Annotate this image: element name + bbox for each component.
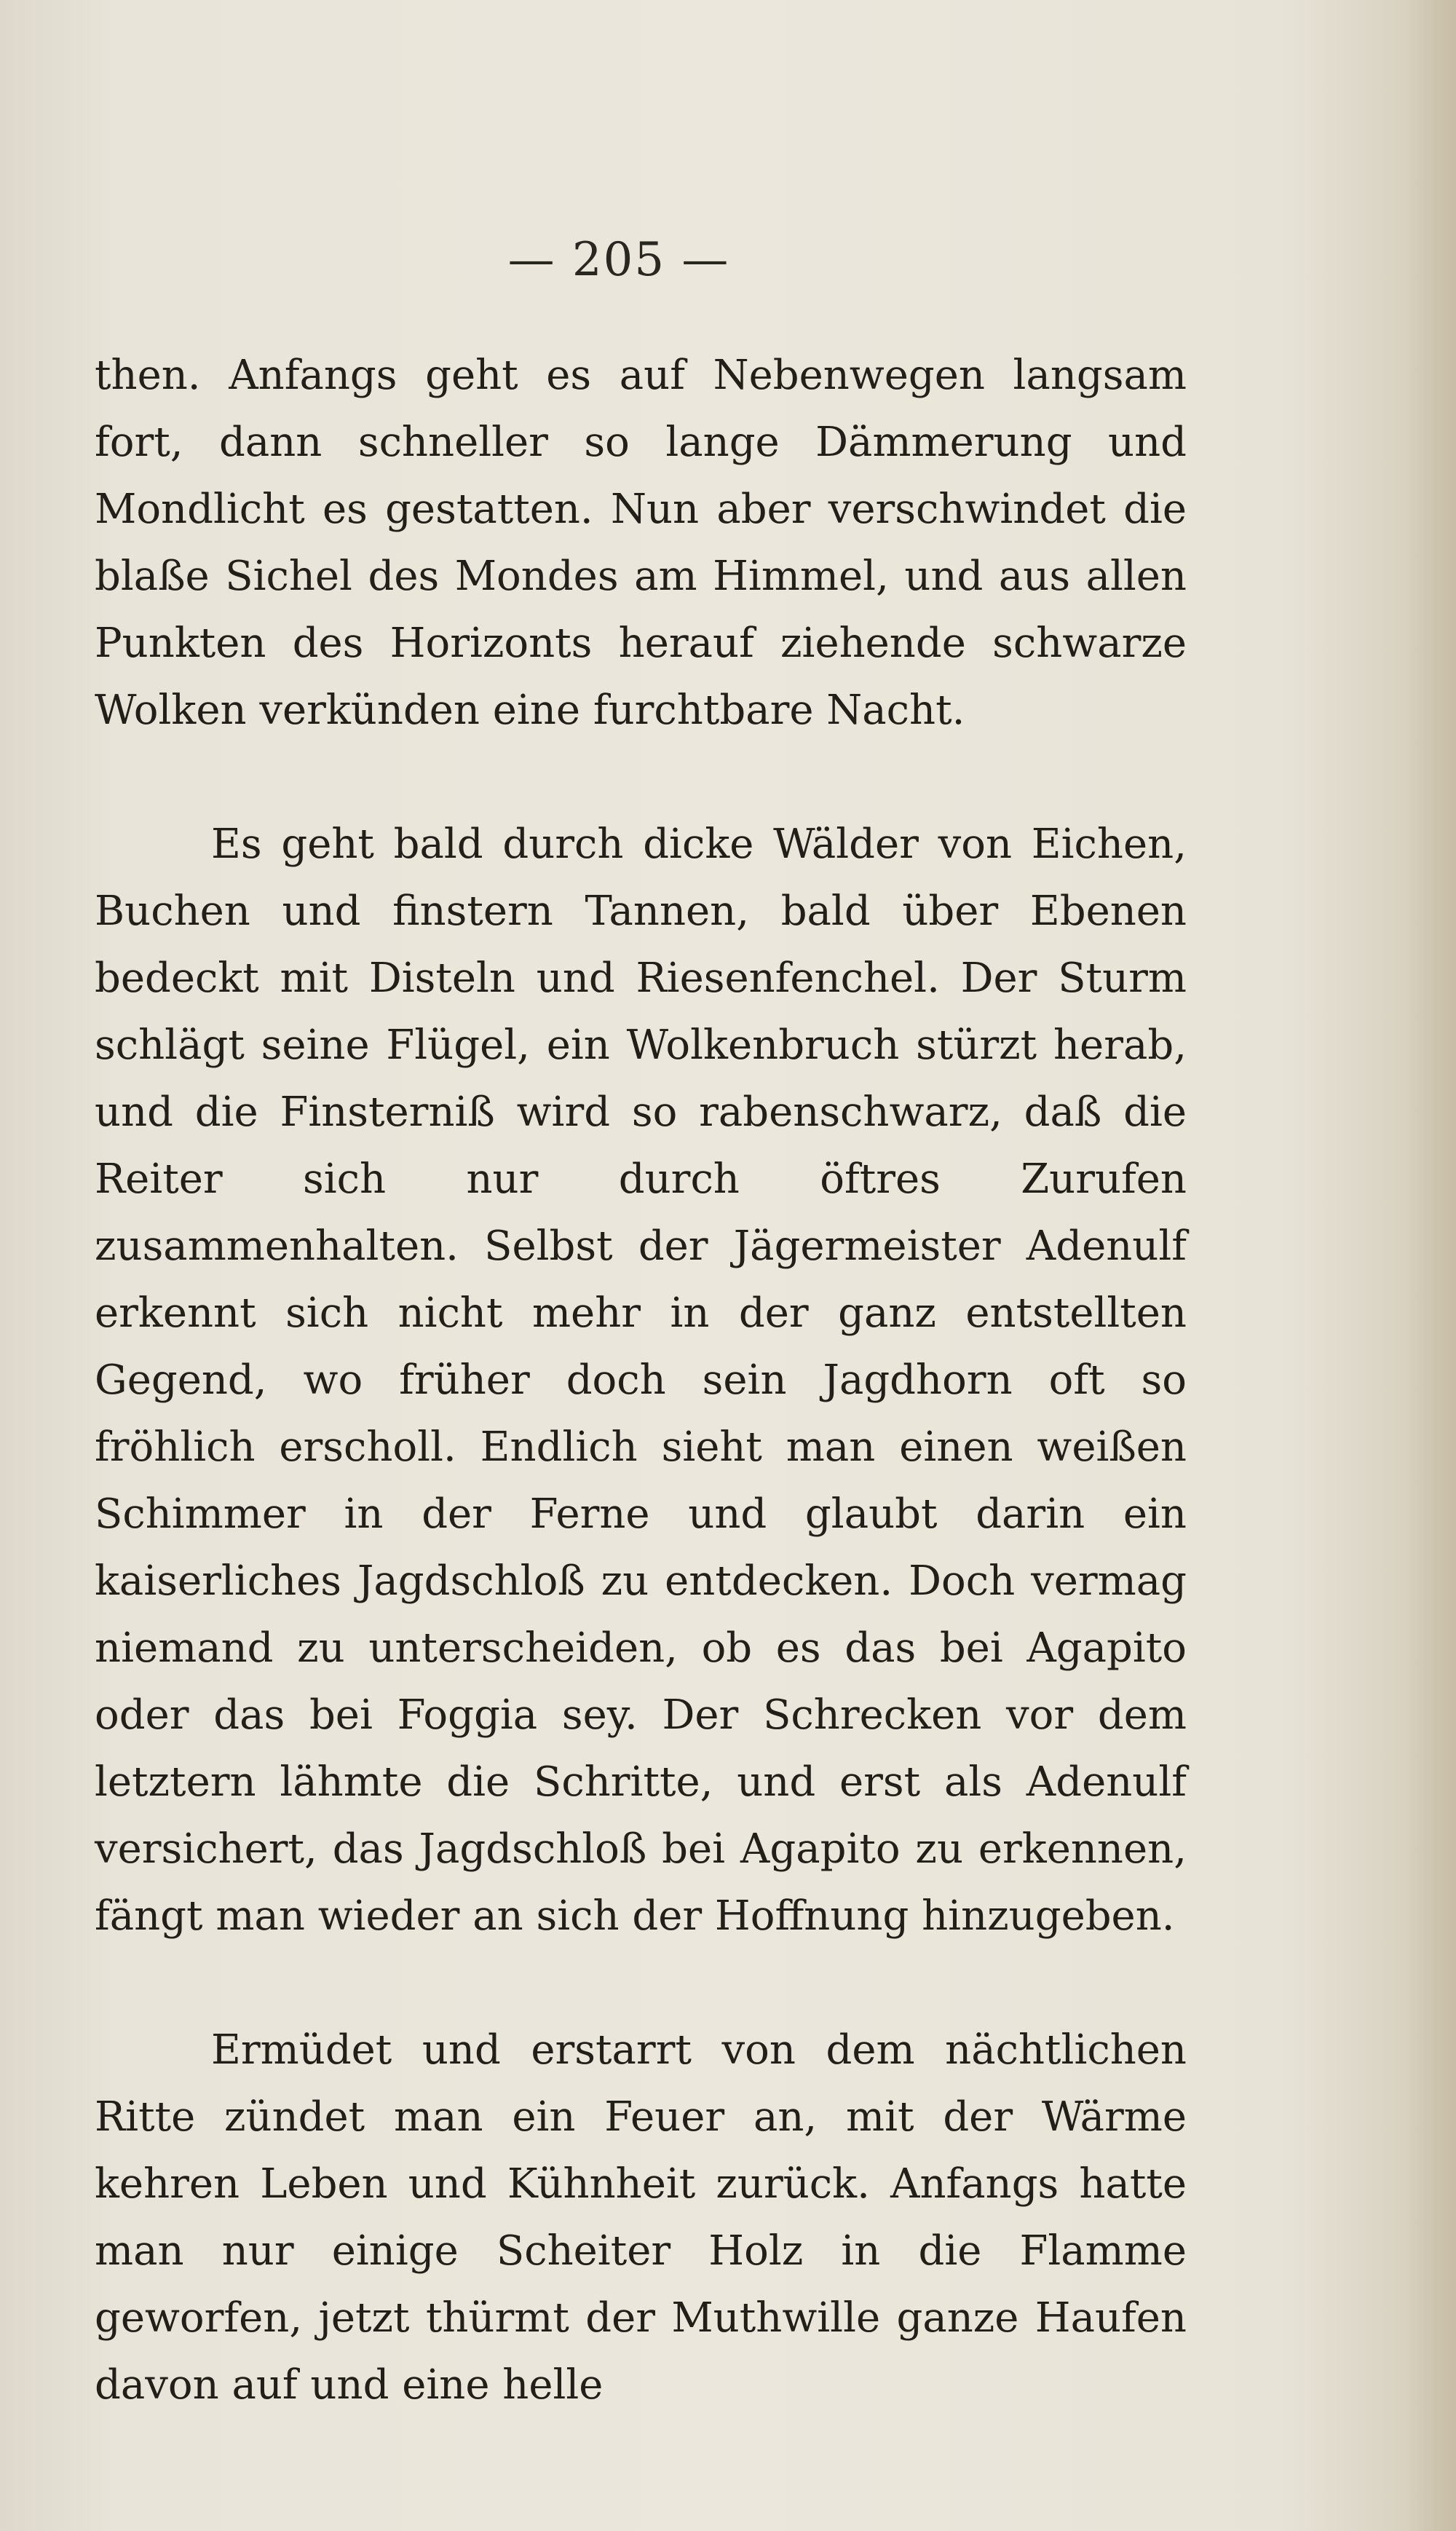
paragraph-2: Es geht bald durch dicke Wälder von Eichen, Buchen und finstern Tannen, bald über Ebenen bedeckt mit Disteln und Riesenfenchel. Der Sturm schlägt seine Flügel, ein Wolkenbruch stürzt herab, und die Finsterniß wird so rabenschwarz, daß die Reiter sich nur durch öftres Zurufen zusammenhalten. Selbst der Jägermeister Adenulf erkennt sich nicht mehr in der ganz entstellten Gegend, wo früher doch sein Jagdhorn oft so fröhlich erscholl. Endlich sieht man einen weißen Schimmer in der Ferne und glaubt darin ein kaiserliches Jagdschloß zu entdecken. Doch vermag niemand zu unterscheiden, ob es das bei Agapito oder das bei Foggia sey. Der Schrecken vor dem letztern lähmte die Schritte, und erst als Adenulf versichert, das Jagdschloß bei Agapito zu erkennen, fängt man wieder an sich der Hoffnung hinzugeben. — [95, 821, 1187, 1940]
body-text — [95, 342, 1187, 2419]
paragraph-3: Ermüdet und erstarrt von dem nächtlichen Ritte zündet man ein Feuer an, mit der Wärme kehren Leben und Kühnheit zurück. Anfangs hatte man nur einige Scheiter Holz in die Flamme geworfen, jetzt thürmt der Muthwille ganze Haufen davon auf und eine helle — [95, 2026, 1187, 2409]
page-number: — 205 — — [507, 233, 730, 287]
page-edge-shadow — [1405, 0, 1456, 2531]
paragraph-1: then. Anfangs geht es auf Nebenwegen langsam fort, dann schneller so lange Dämmerung und Mondlicht es gestatten. Nun aber verschwindet die blaße Sichel des Mondes am Himmel, und aus allen Punkten des Horizonts herauf ziehende schwarze Wolken verkünden eine furchtbare Nacht. — [95, 352, 1187, 734]
